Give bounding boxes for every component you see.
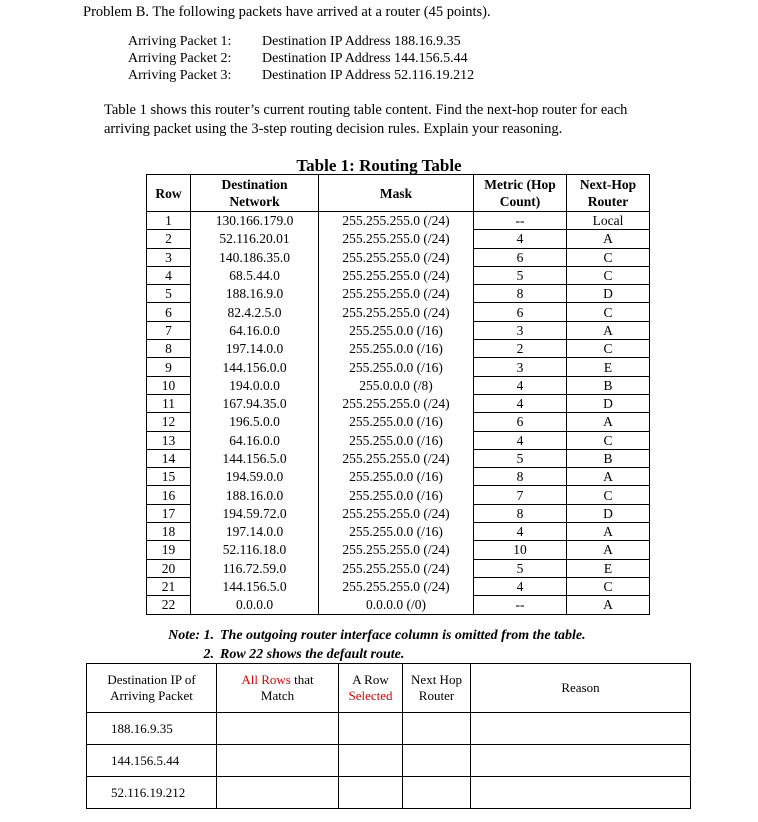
- cell-next-hop: A: [567, 468, 650, 486]
- cell-metric: 4: [474, 230, 567, 248]
- routing-table-row: [147, 468, 650, 486]
- routing-table-row: [147, 285, 650, 303]
- answer-cell-next-hop[interactable]: [403, 745, 471, 777]
- packet-3-label: Arriving Packet 3:: [128, 68, 232, 83]
- answer-cell-row-selected[interactable]: [339, 777, 403, 809]
- cell-next-hop: A: [567, 230, 650, 248]
- answer-header-matching-rows-line2: Match: [260, 688, 295, 703]
- cell-metric: --: [474, 212, 567, 230]
- answer-header-row-selected-highlight: Selected: [348, 688, 393, 703]
- cell-mask: 255.255.0.0 (/16): [319, 431, 474, 449]
- cell-destination-network: 144.156.0.0: [191, 358, 319, 376]
- answer-cell-next-hop[interactable]: [403, 713, 471, 745]
- cell-metric: 4: [474, 394, 567, 412]
- answer-cell-matching-rows[interactable]: [217, 777, 339, 809]
- cell-row-number: 4: [147, 266, 191, 284]
- cell-next-hop: A: [567, 321, 650, 339]
- answer-cell-destination: 144.156.5.44: [87, 745, 217, 777]
- cell-next-hop: E: [567, 559, 650, 577]
- cell-row-number: 22: [147, 596, 191, 614]
- answer-header-matching-rows-highlight: All Rows: [241, 672, 291, 687]
- routing-table-row: [147, 449, 650, 467]
- header-destination-line2: Network: [229, 194, 280, 209]
- routing-table-row: [147, 230, 650, 248]
- cell-row-number: 13: [147, 431, 191, 449]
- routing-table-row: [147, 340, 650, 358]
- header-metric-line2: Count): [499, 194, 541, 209]
- cell-next-hop: E: [567, 358, 650, 376]
- header-destination: [191, 175, 319, 212]
- routing-table-row: [147, 266, 650, 284]
- cell-mask: 255.255.255.0 (/24): [319, 394, 474, 412]
- cell-next-hop: A: [567, 523, 650, 541]
- answer-header-row-selected-line1: A Row: [352, 672, 389, 687]
- answer-header-next-hop-line1: Next Hop: [411, 672, 462, 687]
- cell-mask: 255.255.255.0 (/24): [319, 303, 474, 321]
- cell-metric: 8: [474, 504, 567, 522]
- answer-header-matching-rows: [217, 664, 339, 713]
- cell-metric: 5: [474, 559, 567, 577]
- cell-row-number: 15: [147, 468, 191, 486]
- header-next-hop: [567, 175, 650, 212]
- routing-table-row: [147, 431, 650, 449]
- cell-destination-network: 188.16.0.0: [191, 486, 319, 504]
- routing-table: [146, 174, 650, 615]
- cell-metric: 6: [474, 413, 567, 431]
- cell-next-hop: A: [567, 541, 650, 559]
- cell-next-hop: A: [567, 413, 650, 431]
- answer-header-destination: [87, 664, 217, 713]
- cell-destination-network: 116.72.59.0: [191, 559, 319, 577]
- cell-mask: 255.255.0.0 (/16): [319, 413, 474, 431]
- routing-table-row: [147, 376, 650, 394]
- cell-row-number: 21: [147, 577, 191, 595]
- cell-next-hop: C: [567, 577, 650, 595]
- cell-destination-network: 140.186.35.0: [191, 248, 319, 266]
- cell-metric: 5: [474, 266, 567, 284]
- table-caption: Table 1: Routing Table: [296, 156, 462, 175]
- cell-mask: 255.255.0.0 (/16): [319, 358, 474, 376]
- cell-next-hop: C: [567, 248, 650, 266]
- answer-cell-matching-rows[interactable]: [217, 745, 339, 777]
- answer-cell-matching-rows[interactable]: [217, 713, 339, 745]
- header-destination-line1: Destination: [221, 177, 288, 192]
- cell-destination-network: 167.94.35.0: [191, 394, 319, 412]
- cell-next-hop: C: [567, 303, 650, 321]
- routing-table-row: [147, 523, 650, 541]
- cell-mask: 255.255.255.0 (/24): [319, 230, 474, 248]
- cell-row-number: 16: [147, 486, 191, 504]
- cell-destination-network: 194.0.0.0: [191, 376, 319, 394]
- cell-mask: 0.0.0.0 (/0): [319, 596, 474, 614]
- cell-row-number: 17: [147, 504, 191, 522]
- cell-metric: 6: [474, 248, 567, 266]
- cell-mask: 255.255.255.0 (/24): [319, 577, 474, 595]
- header-mask: Mask: [319, 175, 474, 212]
- cell-row-number: 10: [147, 376, 191, 394]
- answer-row: [87, 713, 691, 745]
- cell-destination-network: 144.156.5.0: [191, 449, 319, 467]
- cell-row-number: 5: [147, 285, 191, 303]
- answer-row: [87, 777, 691, 809]
- cell-destination-network: 0.0.0.0: [191, 596, 319, 614]
- answer-cell-reason[interactable]: [471, 777, 691, 809]
- routing-table-header: [147, 175, 650, 212]
- routing-table-row: [147, 413, 650, 431]
- cell-row-number: 9: [147, 358, 191, 376]
- cell-mask: 255.255.0.0 (/16): [319, 523, 474, 541]
- note-2-number: 2.: [203, 647, 214, 662]
- cell-mask: 255.255.255.0 (/24): [319, 285, 474, 303]
- answer-header-matching-rows-suffix: that: [290, 672, 314, 687]
- cell-mask: 255.255.255.0 (/24): [319, 504, 474, 522]
- cell-next-hop: C: [567, 340, 650, 358]
- cell-destination-network: 194.59.0.0: [191, 468, 319, 486]
- cell-metric: 4: [474, 577, 567, 595]
- header-metric-line1: Metric (Hop: [484, 177, 556, 192]
- answer-cell-reason[interactable]: [471, 713, 691, 745]
- answer-cell-destination: 188.16.9.35: [87, 713, 217, 745]
- cell-row-number: 2: [147, 230, 191, 248]
- routing-table-row: [147, 541, 650, 559]
- answer-table-header: [87, 664, 691, 713]
- cell-next-hop: D: [567, 504, 650, 522]
- cell-next-hop: C: [567, 431, 650, 449]
- cell-destination-network: 144.156.5.0: [191, 577, 319, 595]
- note-1-number: Note: 1.: [168, 628, 214, 643]
- cell-next-hop: C: [567, 266, 650, 284]
- cell-next-hop: B: [567, 376, 650, 394]
- note-2-text: Row 22 shows the default route.: [220, 647, 405, 662]
- answer-header-destination-line1: Destination IP of: [107, 672, 196, 687]
- answer-header-row-selected: [339, 664, 403, 713]
- cell-mask: 255.0.0.0 (/8): [319, 376, 474, 394]
- routing-table-row: [147, 358, 650, 376]
- cell-next-hop: C: [567, 486, 650, 504]
- cell-next-hop: D: [567, 394, 650, 412]
- cell-mask: 255.255.255.0 (/24): [319, 266, 474, 284]
- header-metric: [474, 175, 567, 212]
- cell-destination-network: 130.166.179.0: [191, 212, 319, 230]
- cell-next-hop: B: [567, 449, 650, 467]
- notes: [156, 626, 586, 664]
- answer-cell-row-selected[interactable]: [339, 745, 403, 777]
- cell-metric: 3: [474, 358, 567, 376]
- problem-title: Problem B. The following packets have arrived at a router (45 points).: [83, 4, 491, 20]
- cell-row-number: 8: [147, 340, 191, 358]
- cell-row-number: 12: [147, 413, 191, 431]
- cell-row-number: 7: [147, 321, 191, 339]
- cell-destination-network: 188.16.9.0: [191, 285, 319, 303]
- cell-mask: 255.255.255.0 (/24): [319, 212, 474, 230]
- cell-mask: 255.255.255.0 (/24): [319, 541, 474, 559]
- cell-row-number: 6: [147, 303, 191, 321]
- packet-2-destination: Destination IP Address 144.156.5.44: [262, 51, 468, 66]
- cell-next-hop: A: [567, 596, 650, 614]
- cell-metric: 7: [474, 486, 567, 504]
- cell-row-number: 20: [147, 559, 191, 577]
- cell-mask: 255.255.0.0 (/16): [319, 321, 474, 339]
- answer-header-next-hop: [403, 664, 471, 713]
- cell-destination-network: 197.14.0.0: [191, 523, 319, 541]
- routing-table-row: [147, 248, 650, 266]
- cell-row-number: 3: [147, 248, 191, 266]
- routing-table-row: [147, 504, 650, 522]
- cell-row-number: 14: [147, 449, 191, 467]
- routing-table-row: [147, 394, 650, 412]
- cell-next-hop: D: [567, 285, 650, 303]
- cell-metric: 4: [474, 431, 567, 449]
- cell-mask: 255.255.255.0 (/24): [319, 248, 474, 266]
- cell-metric: 6: [474, 303, 567, 321]
- cell-row-number: 19: [147, 541, 191, 559]
- cell-metric: 8: [474, 285, 567, 303]
- answer-cell-next-hop[interactable]: [403, 777, 471, 809]
- cell-next-hop: Local: [567, 212, 650, 230]
- answer-header-reason: Reason: [471, 664, 691, 713]
- packet-2-label: Arriving Packet 2:: [128, 51, 232, 66]
- note-2: [156, 645, 586, 664]
- cell-destination-network: 82.4.2.5.0: [191, 303, 319, 321]
- cell-destination-network: 52.116.20.01: [191, 230, 319, 248]
- header-row: Row: [147, 175, 191, 212]
- routing-table-row: [147, 559, 650, 577]
- answer-row: [87, 745, 691, 777]
- cell-destination-network: 194.59.72.0: [191, 504, 319, 522]
- note-1: [156, 626, 586, 645]
- cell-destination-network: 196.5.0.0: [191, 413, 319, 431]
- cell-mask: 255.255.255.0 (/24): [319, 449, 474, 467]
- header-next-hop-line2: Router: [587, 194, 629, 209]
- cell-destination-network: 197.14.0.0: [191, 340, 319, 358]
- cell-metric: 10: [474, 541, 567, 559]
- answer-header-destination-line2: Arriving Packet: [110, 688, 193, 703]
- routing-table-row: [147, 596, 650, 614]
- routing-table-row: [147, 212, 650, 230]
- cell-destination-network: 64.16.0.0: [191, 431, 319, 449]
- cell-metric: 4: [474, 523, 567, 541]
- answer-table: [86, 663, 691, 809]
- packet-1-label: Arriving Packet 1:: [128, 34, 232, 49]
- routing-table-row: [147, 321, 650, 339]
- cell-metric: --: [474, 596, 567, 614]
- packet-3-destination: Destination IP Address 52.116.19.212: [262, 68, 475, 83]
- routing-table-row: [147, 486, 650, 504]
- cell-metric: 3: [474, 321, 567, 339]
- cell-destination-network: 64.16.0.0: [191, 321, 319, 339]
- cell-row-number: 18: [147, 523, 191, 541]
- cell-mask: 255.255.255.0 (/24): [319, 559, 474, 577]
- cell-metric: 5: [474, 449, 567, 467]
- answer-cell-destination: 52.116.19.212: [87, 777, 217, 809]
- packet-1-destination: Destination IP Address 188.16.9.35: [262, 34, 461, 49]
- note-1-text: The outgoing router interface column is omitted from the table.: [220, 628, 586, 643]
- answer-header-next-hop-line2: Router: [418, 688, 455, 703]
- answer-cell-reason[interactable]: [471, 745, 691, 777]
- cell-mask: 255.255.0.0 (/16): [319, 340, 474, 358]
- routing-table-row: [147, 577, 650, 595]
- cell-destination-network: 52.116.18.0: [191, 541, 319, 559]
- cell-metric: 4: [474, 376, 567, 394]
- cell-row-number: 11: [147, 394, 191, 412]
- routing-table-row: [147, 303, 650, 321]
- answer-cell-row-selected[interactable]: [339, 713, 403, 745]
- intro-paragraph: Table 1 shows this router’s current routing table content. Find the next-hop router for each arriving packet using the 3-step routing decision rules. Explain your reasoning.: [104, 102, 628, 137]
- cell-destination-network: 68.5.44.0: [191, 266, 319, 284]
- cell-row-number: 1: [147, 212, 191, 230]
- cell-metric: 2: [474, 340, 567, 358]
- header-next-hop-line1: Next-Hop: [579, 177, 637, 192]
- cell-mask: 255.255.0.0 (/16): [319, 486, 474, 504]
- cell-mask: 255.255.0.0 (/16): [319, 468, 474, 486]
- cell-metric: 8: [474, 468, 567, 486]
